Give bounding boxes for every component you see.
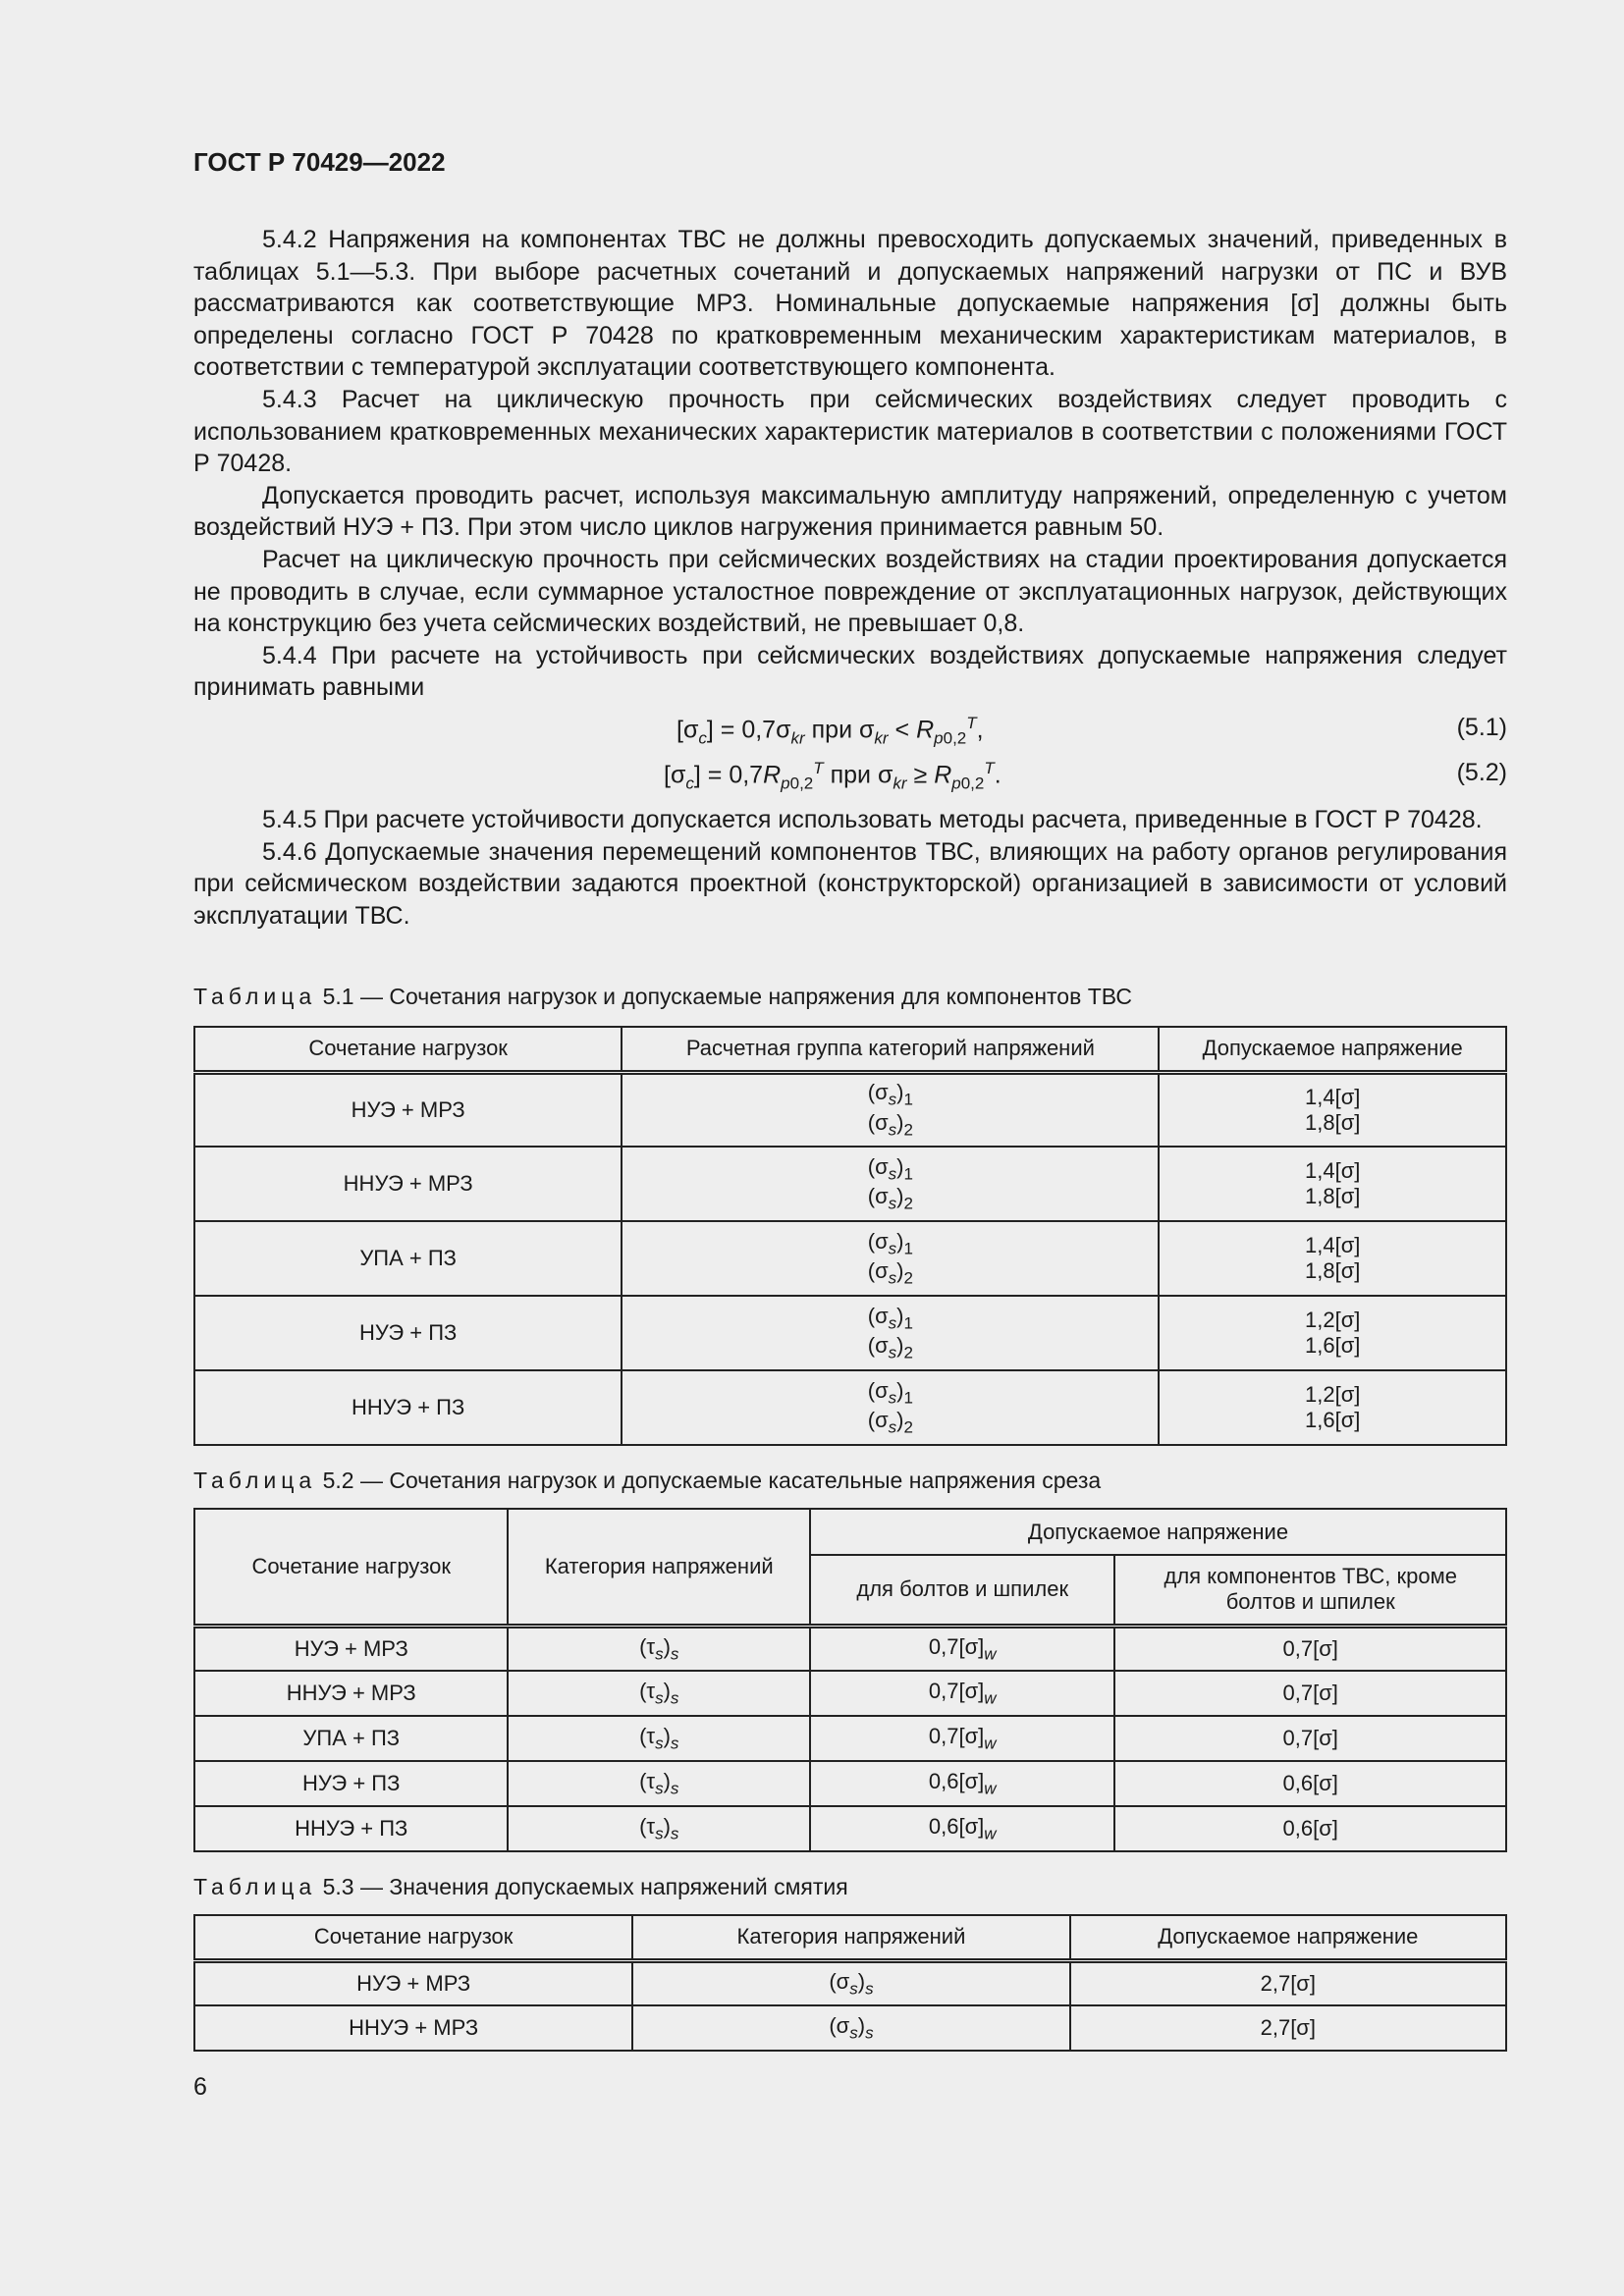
table-5-2-header-category: Категория напряжений bbox=[508, 1509, 810, 1626]
shear-category-cell: $(\tau_s)_s$ bbox=[508, 1806, 810, 1851]
table-5-3-caption: Таблица 5.3 — Значения допускаемых напряжений смятия bbox=[193, 1874, 848, 1899]
table-row: ННУЭ + ПЗ $(\tau_s)_s$ $0,6[\sigma]_w$ 0,6[σ] bbox=[194, 1806, 1506, 1851]
table-5-3 bbox=[193, 1914, 1507, 2052]
shear-category-cell: $(\tau_s)_s$ bbox=[508, 1671, 810, 1716]
table-5-2 bbox=[193, 1508, 1507, 1852]
paragraph-fatigue: Расчет на циклическую прочность при сейсмических воздействиях на стадии проектирования допускается не проводить в случае, если суммарное усталостное повреждение от эксплуатационных нагрузок, действующих на конструкцию без учета сейсмических воздействий, не превышает 0,8. bbox=[193, 545, 1507, 638]
stress-group-cell: $(\sigma_s)_1$ $(\sigma_s)_2$ bbox=[622, 1296, 1159, 1370]
table-row: НУЭ + МРЗ $(\tau_s)_s$ $0,7[\sigma]_w$ 0,7[σ] bbox=[194, 1626, 1506, 1671]
table-5-1-caption: Таблица 5.1 — Сочетания нагрузок и допускаемые напряжения для компонентов ТВС bbox=[193, 984, 1132, 1009]
table-5-2-header-components: для компонентов ТВС, кроме болтов и шпилек bbox=[1114, 1555, 1506, 1626]
table-5-2-header-bolts: для болтов и шпилек bbox=[810, 1555, 1114, 1626]
shear-category-cell: $(\tau_s)_s$ bbox=[508, 1626, 810, 1671]
table-row: ННУЭ + МРЗ $(\sigma_s)_s$ 2,7[σ] bbox=[194, 2005, 1506, 2051]
table-row: НУЭ + ПЗ $(\tau_s)_s$ $0,6[\sigma]_w$ 0,6[σ] bbox=[194, 1761, 1506, 1806]
table-5-1-header-load: Сочетание нагрузок bbox=[194, 1027, 622, 1072]
equation-5-1 bbox=[193, 714, 1507, 759]
equation-5-1-number: (5.1) bbox=[1456, 713, 1507, 741]
body-text bbox=[193, 224, 1507, 932]
equation-5-2-number: (5.2) bbox=[1456, 758, 1507, 786]
stress-group-cell: $(\sigma_s)_1$ $(\sigma_s)_2$ bbox=[622, 1072, 1159, 1147]
table-row: ННУЭ + МРЗ $(\tau_s)_s$ $0,7[\sigma]_w$ 0,7[σ] bbox=[194, 1671, 1506, 1716]
paragraph-5-4-5: 5.4.5 При расчете устойчивости допускается использовать методы расчета, приведенные в ГОСТ Р 70428. bbox=[262, 805, 1483, 833]
table-5-1-header-group: Расчетная группа категорий напряжений bbox=[622, 1027, 1159, 1072]
table-5-2-header-allowed: Допускаемое напряжение bbox=[810, 1509, 1506, 1555]
stress-group-cell: $(\sigma_s)_1$ $(\sigma_s)_2$ bbox=[622, 1370, 1159, 1445]
paragraph-5-4-2: 5.4.2 Напряжения на компонентах ТВС не должны превосходить допускаемых значений, приведенных в таблицах 5.1—5.3. При выборе расчетных сочетаний и допускаемых напряжений нагрузки от ПС и ВУВ рассматриваются как соответствующие МРЗ. Номинальные допускаемые напряжения [σ] должны быть определены согласно ГОСТ Р 70428 по кратковременным механическим характеристикам материалов, в соответствии с температурой эксплуатации соответствующего компонента. bbox=[193, 226, 1507, 382]
table-row: НУЭ + МРЗ $(\sigma_s)_1$ $(\sigma_s)_2$ 1,4[σ] 1,8[σ] bbox=[194, 1072, 1506, 1147]
table-5-1-header-allowed: Допускаемое напряжение bbox=[1159, 1027, 1506, 1072]
shear-category-cell: $(\tau_s)_s$ bbox=[508, 1761, 810, 1806]
equation-5-2 bbox=[193, 759, 1507, 804]
table-5-2-header-load: Сочетание нагрузок bbox=[194, 1509, 508, 1626]
paragraph-cycles: Допускается проводить расчет, используя максимальную амплитуду напряжений, определенную с учетом воздействий НУЭ + ПЗ. При этом число циклов нагружения принимается равным 50. bbox=[193, 481, 1507, 542]
table-5-3-header-allowed: Допускаемое напряжение bbox=[1070, 1915, 1506, 1960]
table-row: ННУЭ + ПЗ $(\sigma_s)_1$ $(\sigma_s)_2$ 1,2[σ] 1,6[σ] bbox=[194, 1370, 1506, 1445]
stress-group-cell: $(\sigma_s)_1$ $(\sigma_s)_2$ bbox=[622, 1147, 1159, 1221]
paragraph-5-4-4: 5.4.4 При расчете на устойчивость при сейсмических воздействиях допускаемые напряжения следует принимать равными bbox=[193, 641, 1507, 702]
paragraph-5-4-3: 5.4.3 Расчет на циклическую прочность при сейсмических воздействиях следует проводить с использованием кратковременных механических характеристик материалов в соответствии с положениями ГОСТ Р 70428. bbox=[193, 385, 1507, 478]
crush-category-cell: $(\sigma_s)_s$ bbox=[632, 1960, 1069, 2005]
stress-group-cell: $(\sigma_s)_1$ $(\sigma_s)_2$ bbox=[622, 1221, 1159, 1296]
table-5-2-caption: Таблица 5.2 — Сочетания нагрузок и допускаемые касательные напряжения среза bbox=[193, 1468, 1102, 1493]
crush-category-cell: $(\sigma_s)_s$ bbox=[632, 2005, 1069, 2051]
table-row: УПА + ПЗ $(\sigma_s)_1$ $(\sigma_s)_2$ 1,4[σ] 1,8[σ] bbox=[194, 1221, 1506, 1296]
table-5-3-header-category: Категория напряжений bbox=[632, 1915, 1069, 1960]
document-header: ГОСТ Р 70429—2022 bbox=[193, 147, 446, 177]
table-5-3-header-load: Сочетание нагрузок bbox=[194, 1915, 632, 1960]
table-row: НУЭ + МРЗ $(\sigma_s)_s$ 2,7[σ] bbox=[194, 1960, 1506, 2005]
shear-category-cell: $(\tau_s)_s$ bbox=[508, 1716, 810, 1761]
equation-5-2-formula: $[\sigma_c] = 0,7R_{p0,2}^T$ при $\sigma_{kr} \ge R_{p0,2}^T$. bbox=[664, 758, 1001, 793]
table-row: НУЭ + ПЗ $(\sigma_s)_1$ $(\sigma_s)_2$ 1,2[σ] 1,6[σ] bbox=[194, 1296, 1506, 1370]
table-5-1 bbox=[193, 1026, 1507, 1446]
equation-5-1-formula: $[\sigma_c] = 0,7\sigma_{kr}$ при $\sigma_{kr} < R_{p0,2}^T$, bbox=[677, 713, 984, 748]
table-row: УПА + ПЗ $(\tau_s)_s$ $0,7[\sigma]_w$ 0,7[σ] bbox=[194, 1716, 1506, 1761]
paragraph-5-4-6: 5.4.6 Допускаемые значения перемещений компонентов ТВС, влияющих на работу органов регулирования при сейсмическом воздействии задаются проектной (конструкторской) организацией в зависимости от условий эксплуатации ТВС. bbox=[193, 837, 1507, 930]
page-number: 6 bbox=[193, 2073, 207, 2101]
table-row: ННУЭ + МРЗ $(\sigma_s)_1$ $(\sigma_s)_2$ 1,4[σ] 1,8[σ] bbox=[194, 1147, 1506, 1221]
